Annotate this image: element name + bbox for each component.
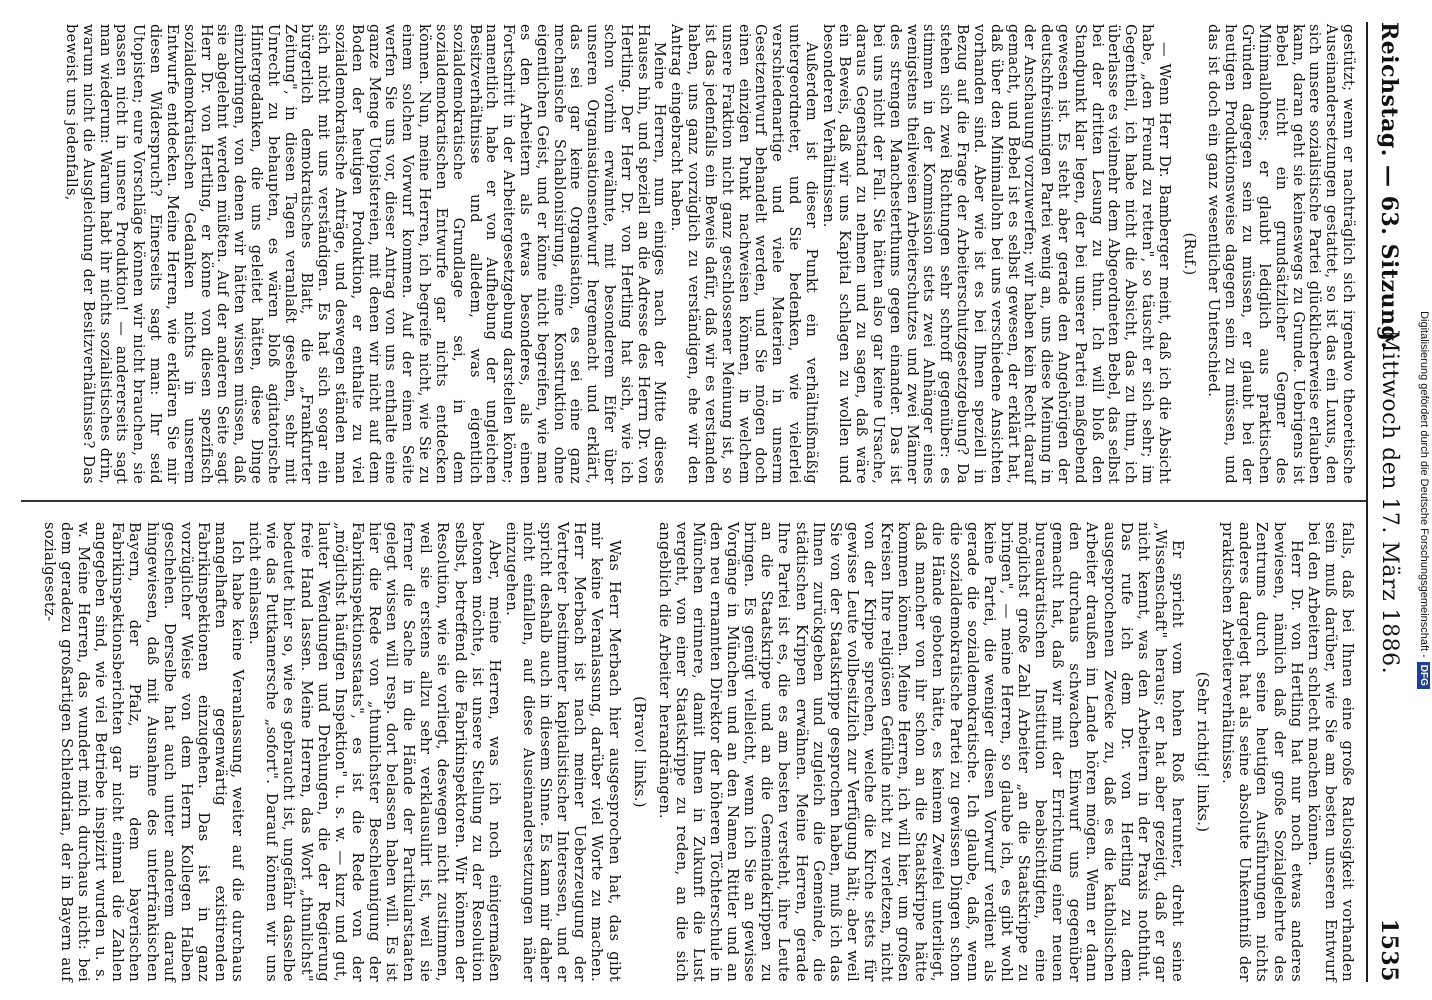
paragraph: Meine Herren, nun einiges nach der Mitte dieses Hauses hin, und speziell an die Adresse des Herrn Dr. von Hertling. Der Herr Dr. von Hertling hat sich, wie ich schon vorhin erwähnte, mit besonderem Eifer über unseren Organisationsentwurf hergemacht und erklärt, das sei gar keine Organisation, es sei eine ganz mechanische Schablonisirung, eine Konstruktion ohne eigentlichen Geist, und er könne nicht begreifen, wie man es den Arbeitern als etwas besonderes, als einen Fortschritt in der Arbeitergesetzgebung darstellen könne; namentlich habe er von Aufhebung der ungleichen Besitzverhältnisse und alledem, was eigentlich sozialdemokratische Grundlage sei, in dem sozialdemokratischen Entwurfe gar nichts entdecken können. Nun, meine Herren, ich begreife nicht, wie Sie zu einem solchen Vorwurf kommen. Auf der einen Seite werfen Sie uns vor, dieser Antrag von uns enthalte eine ganze Menge Utopistereien, mit denen wir nicht auf dem Boden der heutigen Produktion, er enthalte zu viel sozialdemokratische Anträge, und deswegen ständen man sich nicht mit uns verständigen. Es hat sich sogar ein bürgerlich demokratisches Blatt, die „Frankfurter Zeitung", in diesen Tagen veranlaßt gesehen, sehr mit Unrecht zu behaupten, es wären bloß agitatorische Hintergedanken, die uns geleitet hätten, diese Dinge einzubringen, von denen wir hätten wissen müssen, daß sie abgelehnt werden müßten. Auf der anderen Seite sagt Herr Dr. von Hertling, er könne von diesen spezifisch sozialdemokratischen Gedanken nichts in unserem Entwurfe entdecken. Meine Herren, wie erklären Sie mir diesen Widerspruch? Einerseits sagt man: Ihr seid Utopisten; eure Vorschläge können wir nicht brauchen, sie passen nicht in unsere Produktion! — andererseits sagt man wiederum: Warum habt ihr nichts sozialistisches drin, warum nicht die Ausgleichung der Besitzverhältnisse? Das beweist uns jedenfalls,: [63, 24, 668, 484]
paragraph: Außerdem ist dieser Punkt ein verhältnißmäßig untergeordneter, und Sie bedenken, wie vielerlei verschiedenartige und viele Materien in unserm Gesetzentwurf behandelt werden, und Sie mögen doch einen einzigen Punkt nachweisen können, in welchem unsere Fraktion nicht ganz geschlossener Meinung ist, so ist das jedenfalls ein Beweis dafür, daß wir es verstanden haben, uns ganz vorzüglich zu verständigen, ehe wir den Antrag eingebracht haben.: [668, 24, 819, 484]
running-head-left: Reichstag. — 63. Sitzung.: [1376, 22, 1402, 350]
left-column: [62, 24, 1356, 484]
digitization-credit-strip: [1415, 0, 1432, 1000]
interjection: (Ruf.): [1180, 232, 1197, 276]
paragraph: — Wenn Herr Dr. Bamberger meint, daß ich die Absicht habe, „den Freund zu retten", so täuscht er sich sehr; im Gegentheil, ich habe nicht die Absicht, das zu thun, ich überlasse es vielmehr dem Abgeordneten Bebel, das selbst bei der dritten Lesung zu thun. Ich will bloß den Standpunkt klar legen, der bei unserer Partei maßgebend gewesen ist. Es steht aber gerade den Angehörigen der deutschfreisinnigen Partei wenig an, uns diese Meinung in der Anschauung vorzuwerfen; wir haben kein Recht darauf gemacht, und Bebel ist es selbst gewesen, der erklärt hat, daß über den Minimallohn bei uns verschiedene Ansichten vorhanden sind. Aber wie ist es bei Ihnen speziell in Bezug auf die Frage der Arbeiterschutzgesetzgebung? Da stehen sich zwei Richtungen sehr schroff gegenüber: es stimmen in der Kommission stets zwei Anhänger eines wenigstens theilweisen Arbeiterschutzes und zwei Männer des strengen Manchesterthums gegen einander. Das ist bei uns nicht der Fall. Sie hätten also gar keine Ursache, daraus Gegenstand zu nehmen und zu sagen, daß wäre ein Beweis, daß wir uns Kapital schlagen zu wollen und besonderen Verhältnissen.: [819, 24, 1172, 484]
paragraph: falls, daß bei Ihnen eine große Ratlosigkeit vorhanden sein muß darüber, wie Sie am besten unseren Entwurf bei den Arbeitern schlecht machen können.: [1304, 522, 1356, 982]
dfg-logo: DFG: [1417, 662, 1430, 689]
paragraph: gestützt; wenn er nachträglich sich irgendwo theoretische Auseinandersetzungen gestattet, so ist das ein Luxus, den sich unsere sozialistische Partei glücklicherweise erlauben kann, daran geht sie keineswegs zu Grunde. Uebrigens ist Bebel nicht ein grundsätzlicher Gegner des Minimallohnes; er glaubt lediglich aus praktischen Gründen dagegen sein zu müssen, er glaubt bei der heutigen Produktionsweise dagegen sein zu müssen, und das ist doch ein ganz wesentlicher Unterschied.: [1205, 24, 1356, 484]
interjection: (Bravo! links.): [630, 696, 648, 808]
paragraph: Was Herr Merbach hier ausgesprochen hat, das gibt mir keine Veranlassung, darüber viel Worte zu machen. Herr Merbach ist nach meiner Ueberzeugung der Vertreter bestimmter kapitalistischer Interessen, und er spricht deshalb auch in diesem Sinne. Es kann mir daher nicht einfallen, auf diese Auseinandersetzungen näher einzugehen.: [502, 522, 623, 982]
column-divider: [21, 500, 1366, 502]
paragraph: Er spricht vom hohen Roß herunter, dreht seine „Wissenschaft" heraus; er hat aber gezeigt, daß er gar nicht kennt, was den Arbeitern in der Praxis noththut. Das rufe ich dem Dr. von Hertling zu dem ausgesprochenen Zwecke zu, daß es die katholischen Arbeiter draußen im Lande hören mögen. Wenn er dann den durchaus schwachen Einwurf uns gegenüber gemacht hat, daß wir mit der Errichtung einer neuen bureaukratischen Institution beabsichtigten, eine möglichst große Zahl Arbeiter „an die Staatskrippe zu bringen", — meine Herren, so glaube ich, es gibt wohl keine Partei, die weniger diesen Vorwurf verdient als gerade die sozialdemokratische. Ich glaube, daß, wenn die sozialdemokratische Partei zu gewissen Dingen schon die Hände geboten hätte, es keinem Zweifel unterliegt, daß mancher von ihr schon an die Staatskrippe hätte kommen können. Meine Herren, ich will hier, um großen Kreisen Ihre religiösen Gefühle nicht zu verletzen, nicht von der Krippe sprechen, welche die Kirche stets für gewisse Leute vollbesitzlich zur Verfügung hält; aber weil Sie von der Staatskrippe gesprochen haben, muß ich das Ihnen zurückgeben und zugleich die Gemeinde, die städtischen Krippen erwähnen. Meine Herren, gerade Ihre Partei ist es, die es am besten versteht, ihre Leute an die Staatskrippe und an die Gemeindekrippen zu bringen. Es genügt vielleicht, wenn ich Sie an gewisse Vorgänge in München und an den Namen Rittler und an den neu ernannten Direktor der höheren Töchterschule in München erinnere, damit Ihnen in Zukunft die Lust vergeht, von einer Staatskrippe zu reden, an die sich angeblich die Arbeiter herandrängen.: [655, 522, 1187, 982]
right-column: [41, 522, 1356, 982]
page-header: [1368, 22, 1402, 982]
paragraph: Aber, meine Herren, was ich noch einigermaßen betonen möchte, ist unsere Stellung zu der Resolution selbst, betreffend die Fabrikinspektoren. Wir können der Resolution, wie sie vorliegt, deswegen nicht zustimmen, weil sie erstens allzu sehr verklausulirt ist, weil sie ferner die Sache in die Hände der Partikularstaaten gelegt wissen will resp. dort belassen haben will. Es ist hier die Rede von „thunlichster Beschleunigung der Fabrikinspektionsstaats", es ist die Rede von der „möglichst häufigen Inspektion" u. s. w. — kurz und gut, lauter Wendungen und Drehungen, die der Regierung freie Hand lassen. Meine Herren, das Wort „thunlichst" bedeutet hier so, wie es gebraucht ist, ungefähr dasselbe wie das Puttkamersche „sofort". Darauf können wir uns nicht einlassen.: [246, 522, 503, 982]
paragraph: Herr Dr. von Hertling hat nur noch etwas anderes bewiesen, nämlich daß der große Sozialgelehrte des Zentrums durch seine heutigen Ausführungen nichts anderes dargelegt hat als seine absolute Unkenntniß der praktischen Arbeiterverhältnisse.: [1219, 522, 1305, 982]
interjection: (Sehr richtig! links.): [1194, 671, 1212, 833]
credit-text: Digitalisierung gefördert durch die Deutsche Forschungsgemeinschaft -: [1418, 311, 1430, 658]
digitization-credit: [1415, 0, 1432, 1000]
page-number: 1535: [1376, 918, 1402, 982]
running-head-date: Mittwoch den 17. März 1886.: [1377, 329, 1402, 675]
paragraph: Ich habe keine Veranlassung, weiter auf die durchaus mangelhaften gegenwärtig existirenden Fabrikinspektionen einzugehen. Das ist in ganz vorzüglicher Weise von dem Herrn Kollegen Halben geschehen. Derselbe hat auch unter anderem darauf hingewiesen, daß mit Ausnahme des unterfränkischen Bayern, der Pfalz, in dem bayerischen Fabrikinspektionsberichten gar nicht einmal die Zahlen angegeben sind, wie viel Betriebe inspizirt wurden u. s. w. Meine Herren, das wundert mich durchaus nicht: bei dem geradezu großartigen Schlendrian, der in Bayern auf sozialgesetz-: [40, 522, 247, 982]
header-rule: [1366, 22, 1368, 982]
